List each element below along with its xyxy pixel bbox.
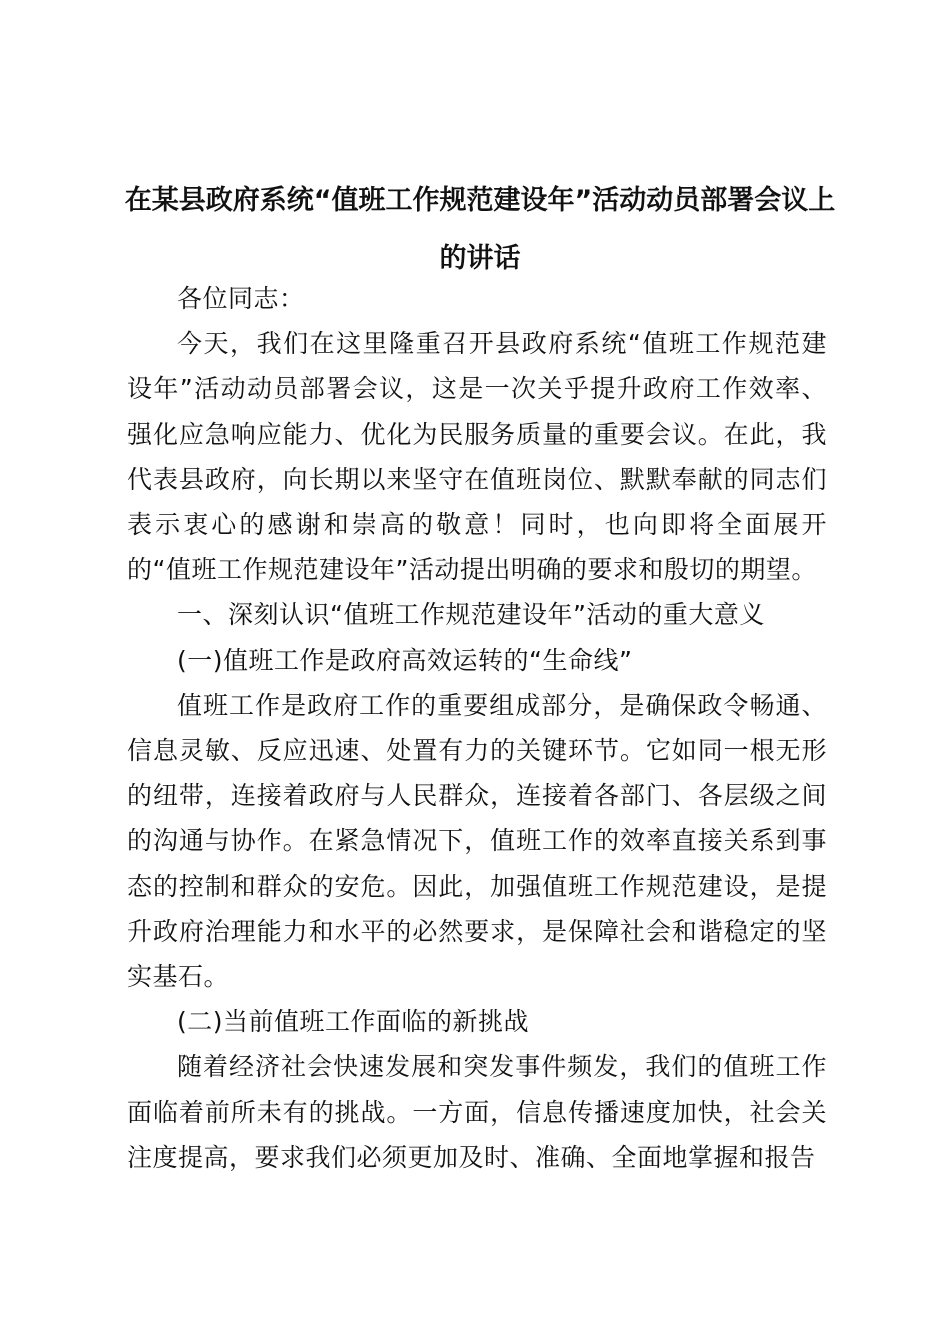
document-title: 在某县政府系统“值班工作规范建设年”活动动员部署会议上的讲话 (124, 185, 836, 274)
subsection-heading-2: (二)当前值班工作面临的新挑战 (177, 1007, 530, 1037)
document-body (127, 276, 827, 1180)
salutation: 各位同志： (177, 284, 305, 313)
paragraph-challenges: 随着经济社会快速发展和突发事件频发，我们的值班工作面临着前所未有的挑战。一方面，信息传播速度加快，社会关注度提高，要求我们必须更加及时、准确、全面地掌握和报告 (127, 1052, 827, 1172)
subsection-heading-1: (一)值班工作是政府高效运转的“生命线” (177, 645, 633, 675)
section-heading-1: 一、深刻认识“值班工作规范建设年”活动的重大意义 (177, 600, 765, 630)
paragraph-significance: 值班工作是政府工作的重要组成部分，是确保政令畅通、信息灵敏、反应迅速、处置有力的关键环节。它如同一根无形的纽带，连接着政府与人民群众，连接着各部门、各层级之间的沟通与协作。在紧急情况下，值班工作的效率直接关系到事态的控制和群众的安危。因此，加强值班工作规范建设，是提升政府治理能力和水平的必然要求，是保障社会和谐稳定的坚实基石。 (127, 690, 827, 992)
paragraph-opening: 今天，我们在这里隆重召开县政府系统“值班工作规范建设年”活动动员部署会议，这是一次关乎提升政府工作效率、强化应急响应能力、优化为民服务质量的重要会议。在此，我代表县政府，向长期以来坚守在值班岗位、默默奉献的同志们表示衷心的感谢和崇高的敬意！同时，也向即将全面展开的“值班工作规范建设年”活动提出明确的要求和殷切的期望。 (127, 329, 827, 585)
